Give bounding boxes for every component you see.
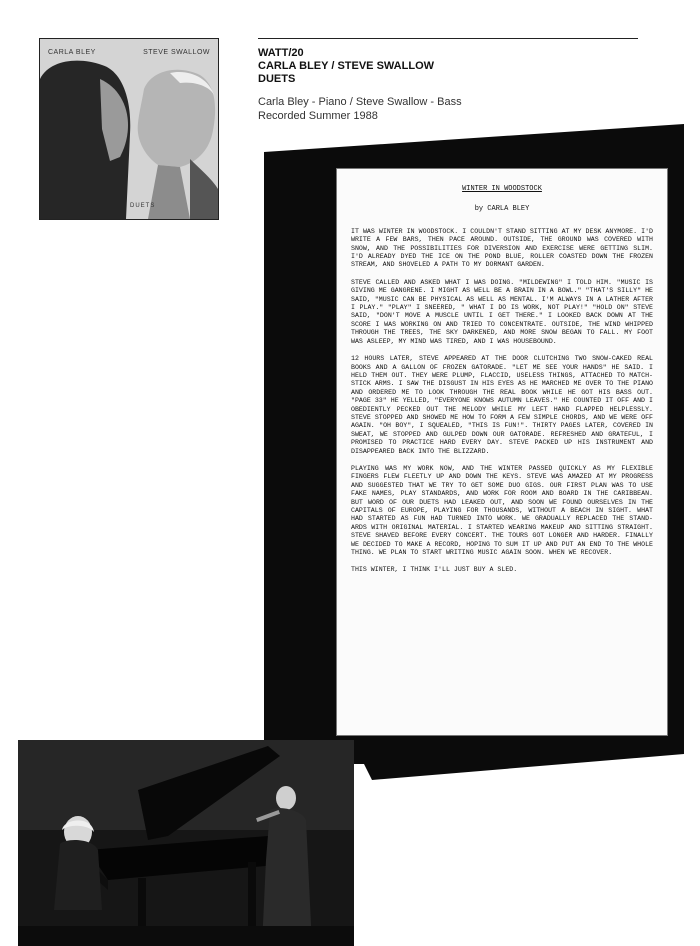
album-title: DUETS	[258, 73, 296, 85]
letter-paragraph: STEVE CALLED AND ASKED WHAT I WAS DOING. "MILDEWING" I TOLD HIM. "MUSIC IS GIVING ME GANGRENE. I MIGHT AS WELL BE A BRAIN IN A BOWL." "THAT'S SILLY" HE SAID, "MUSIC CAN BE PHYSICAL AS WELL AS MENTAL. I'M ALWAYS IN A LATHER AFTER I PLAY." "PLAY" I SNEERED, " WHAT I DO IS WORK, NOT PLAY!" "HOLD ON" STEVE SAID, "DON'T MOVE A MUSCLE UNTIL I GET THERE." I LOOKED BACK DOWN AT THE SCORE I WAS WORKING ON AND TRIED TO CONCENTRATE. OUTSIDE, THE WIND WHIPPED THROUGH THE TREES, THE SKY DARKENED, AND MORE SNOW BEGAN TO FALL. MY FOOT WAS ASLEEP, MY MIND WAS TIRED, AND I WAS HOUSEBOUND.	[351, 278, 653, 345]
letter-title: WINTER IN WOODSTOCK	[462, 185, 542, 193]
credits: Carla Bley - Piano / Steve Swallow - Bass	[258, 96, 462, 108]
letter-paragraph: THIS WINTER, I THINK I'LL JUST BUY A SLED.	[351, 566, 518, 574]
cover-artist-right: STEVE SWALLOW	[143, 49, 210, 56]
album-artists: CARLA BLEY / STEVE SWALLOW	[258, 60, 435, 72]
letter-paragraph: 12 HOURS LATER, STEVE APPEARED AT THE DOOR CLUTCHING TWO SNOW-CAKED REAL BOOKS AND A GALLON OF FROZEN GATORADE. "LET ME SEE YOUR HANDS" HE SAID. I HELD THEM OUT. THEY WERE PLUMP, FLACCID, USELESS THINGS, ATTACHED TO MATCH-STICK ARMS. I SAW THE DISGUST IN HIS EYES AS HE MARCHED ME OVER TO THE PIANO AND ORDERED ME TO LOOK THROUGH THE REAL BOOK WHILE HE GOT HIS BASS OUT. "PAGE 33" HE YELLED, "EVERYONE KNOWS AUTUMN LEAVES." HE COUNTED IT OFF AND I OBEDIENTLY PECKED OUT THE MELODY WHILE MY LEFT HAND FLAPPED HELPLESSLY. STEVE STOPPED AND SHOWED ME HOW TO FORM A FEW SIMPLE CHORDS, AND WE WERE OFF AGAIN. "OH BOY", I SQUEALED, "THIS IS FUN!". THIRTY PAGES LATER, COVERED IN SWEAT, WE STOPPED AND GULPED DOWN OUR GATORADE. REFRESHED AND GRATEFUL, I PROMISED TO PRACTICE HARD EVERY DAY. STEVE PACKED UP HIS INSTRUMENT AND DISAPPEARED BACK INTO THE BLIZZARD.	[351, 355, 653, 455]
letter-paragraph: PLAYING WAS MY WORK NOW, AND THE WINTER PASSED QUICKLY AS MY FLEXIBLE FINGERS FLEW FLEETLY UP AND DOWN THE KEYS. STEVE WAS AMAZED AT MY PROGRESS AND SUGGESTED THAT WE TRY TO GET SOME DUO GIGS. OUR FIRST PLAN WAS TO USE FAKE NAMES, PLAY STANDARDS, AND WORK FOR ROOM AND BOARD IN THE CARIBBEAN. BUT WORD OF OUR DUETS HAD LEAKED OUT, AND SOON WE FOUND OURSELVES IN THE CAPITALS OF EUROPE, PLAYING FOR THOUSANDS, WITHOUT A BEACH IN SIGHT. WHAT HAD STARTED AS FUN HAD TURNED INTO WORK. WE GRADUALLY REPLACED THE STAND-ARDS WITH ORIGINAL MATERIAL. I STARTED WEARING MAKEUP AND SITTING STRAIGHT. STEVE SHAVED BEFORE EVERY CONCERT. THE TOURS GOT LONGER AND HARDER. FINALLY WE DECIDED TO MAKE A RECORD, HOPING TO SUM IT UP AND PUT AN END TO THE WHOLE THING. WE PLAN TO START WRITING MUSIC AGAIN SOON. WHEN WE RECOVER.	[351, 464, 653, 557]
typed-letter	[336, 168, 668, 736]
album-cover	[39, 38, 219, 220]
concert-photo	[18, 740, 354, 946]
cover-title: DUETS	[130, 203, 156, 209]
catalog-number: WATT/20	[258, 47, 304, 59]
album-cover-photo	[40, 39, 218, 219]
concert-photo-image	[18, 740, 354, 946]
cover-artist-left: CARLA BLEY	[48, 49, 96, 56]
letter-byline: by CARLA BLEY	[474, 205, 530, 214]
header-rule	[258, 38, 638, 39]
letter-paragraph: IT WAS WINTER IN WOODSTOCK. I COULDN'T STAND SITTING AT MY DESK ANYMORE. I'D WRITE A FEW BARS, THEN PACE AROUND. OUTSIDE, THE GROUND WAS COVERED WITH SNOW, AND THE POSSIBILITIES FOR DIVERSION AND EXERCISE WERE GETTING SLIM. I'D ALREADY DYED THE ICE ON THE POND BLUE, ROLLER COASTED DOWN THE FROZEN STREAM, AND SHOVELED A PATH TO MY DORMANT GARDEN.	[351, 227, 653, 269]
recording-date: Recorded Summer 1988	[258, 110, 378, 122]
